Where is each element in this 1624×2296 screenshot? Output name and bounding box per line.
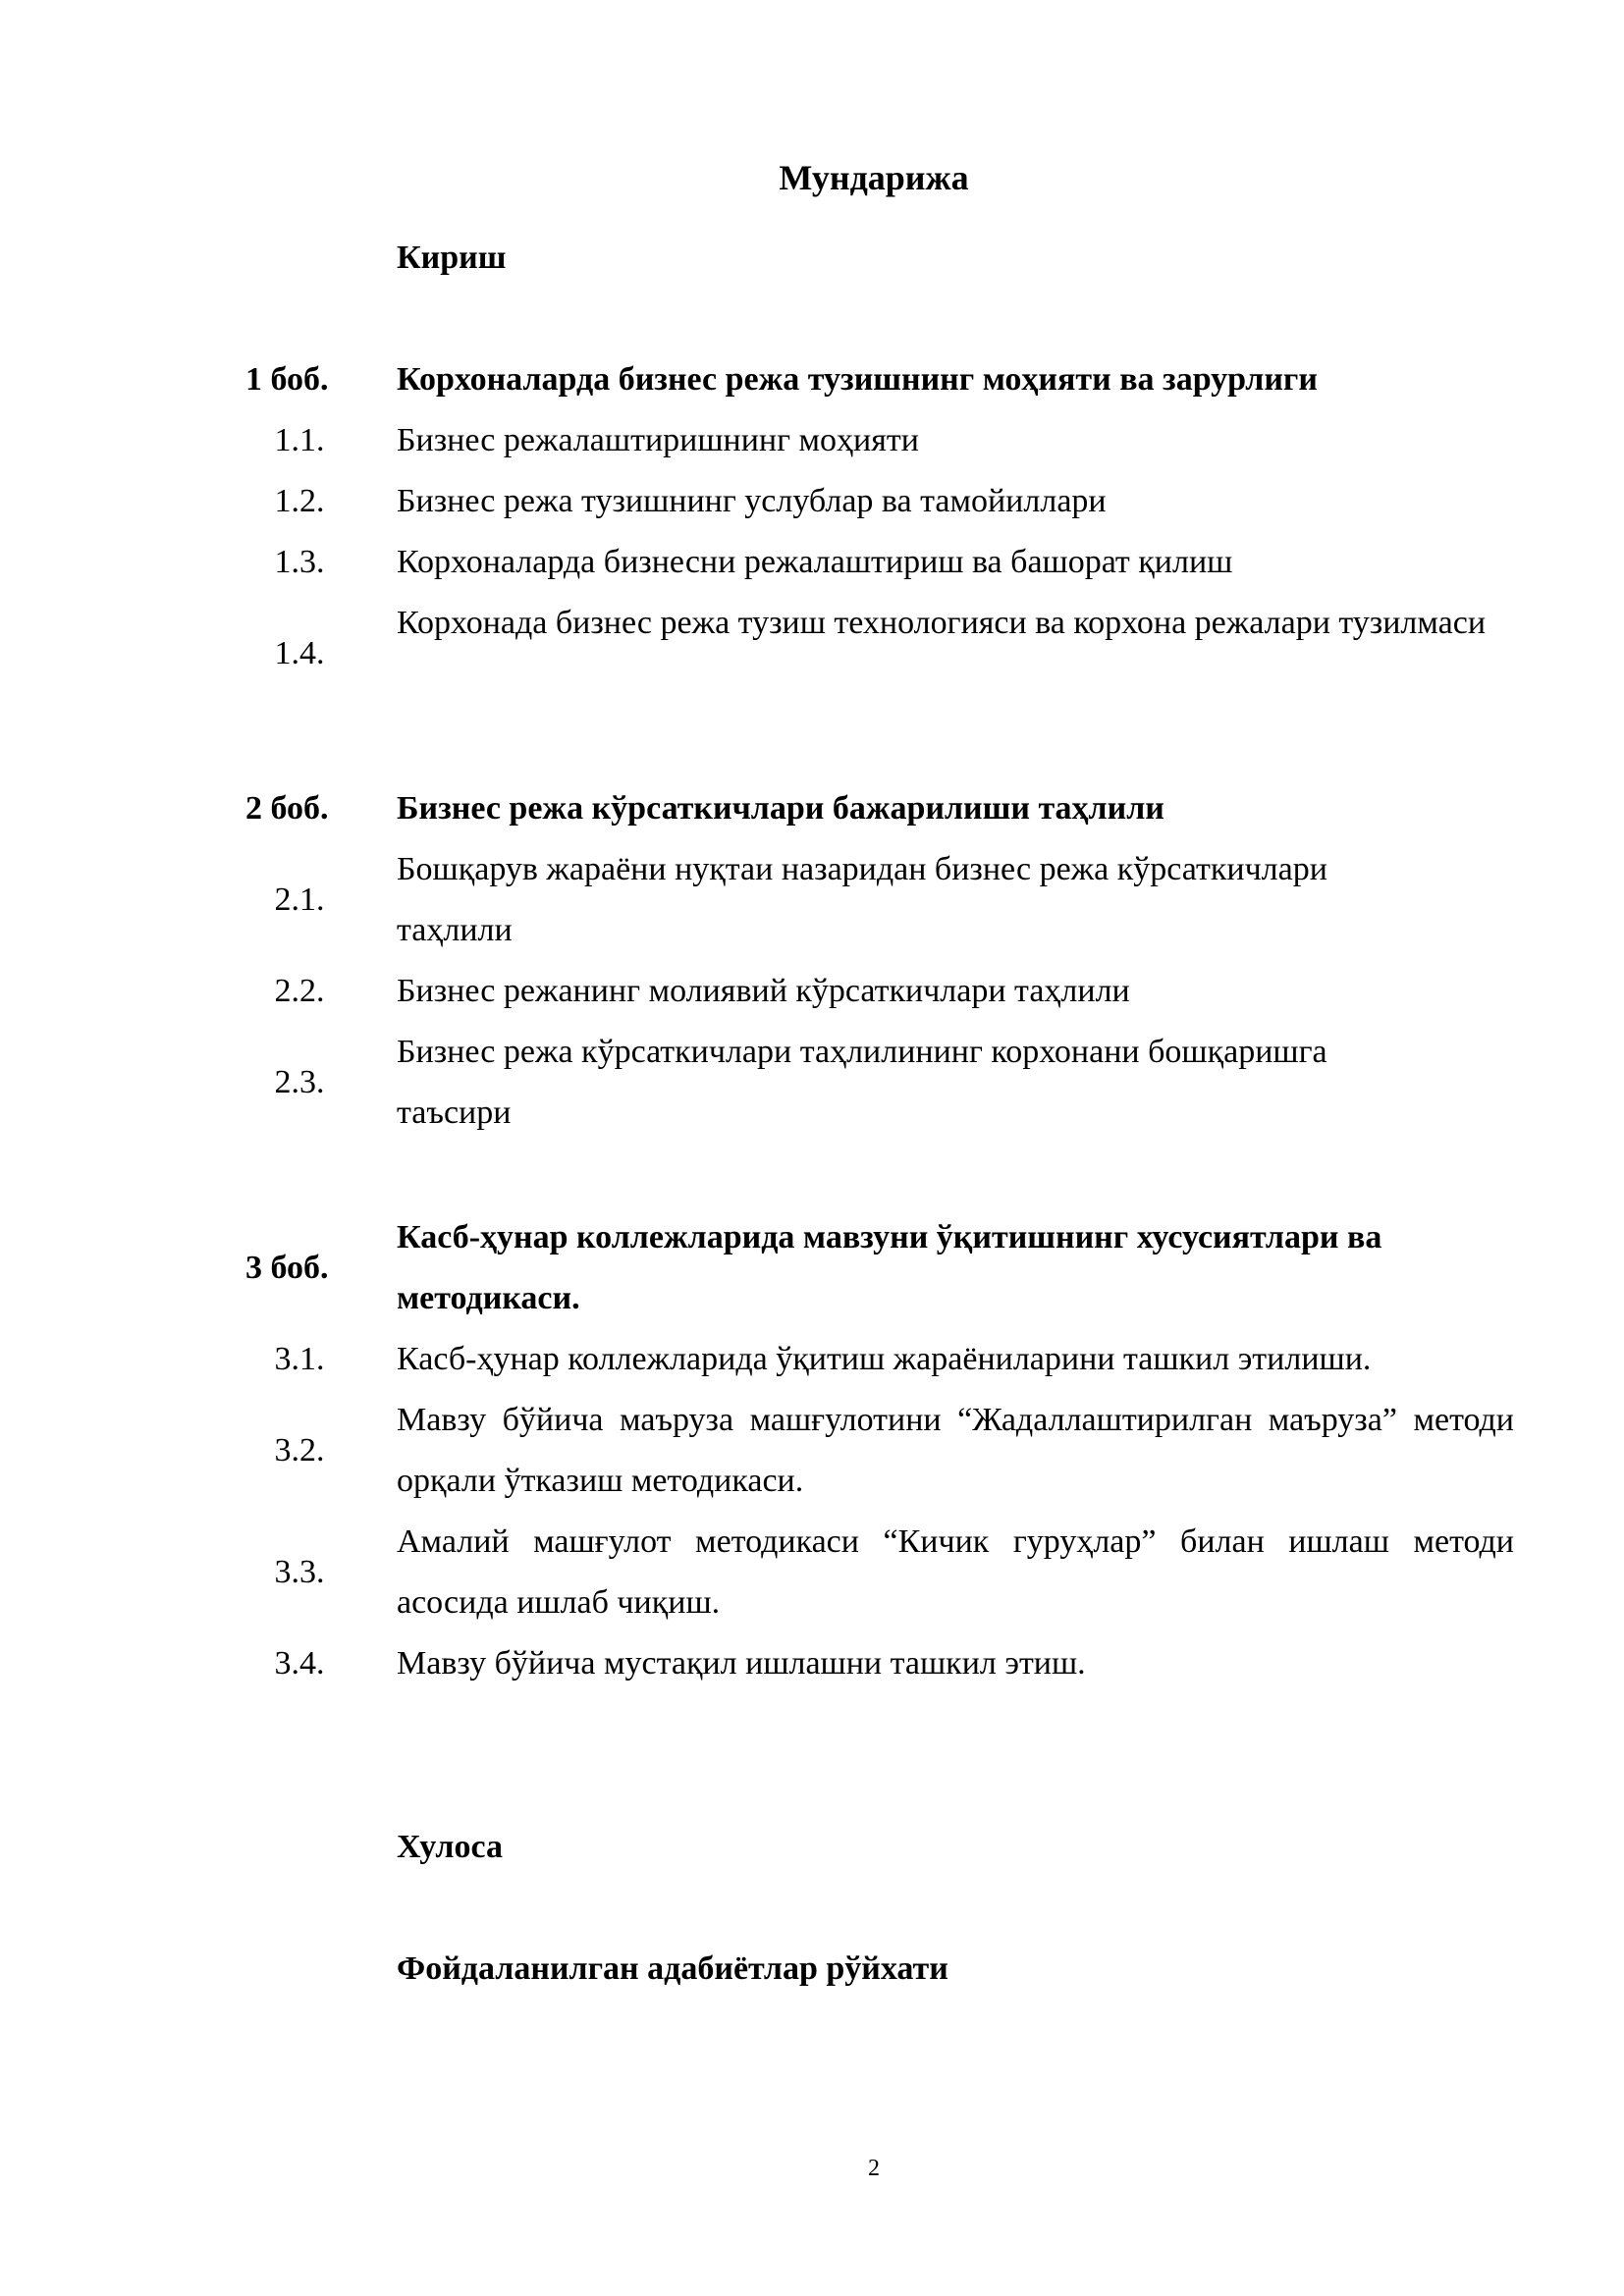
section-title: Бизнес режанинг молиявий кўрсаткичлари таҳлили — [397, 973, 1130, 1009]
chapter-title: Бизнес режа кўрсаткичлари бажарилиши таҳлили — [397, 790, 1164, 827]
section-title: Мавзу бўйича маъруза машғулотини “Жадаллаштирилган маъруза” методи орқали ўтказиш методикаси. — [397, 1402, 1514, 1499]
chapter-title: Корхоналарда бизнес режа тузишнинг моҳияти ва зарурлиги — [397, 361, 1318, 398]
section-title: Бошқарув жараёни нуқтаи назаридан бизнес режа кўрсаткичлари таҳлили — [397, 851, 1327, 948]
toc-title: Мундарижа — [779, 158, 969, 197]
chapter-number: 1 боб. — [245, 361, 329, 398]
section-number: 3.4. — [274, 1645, 325, 1682]
section-title: Амалий машғулот методикаси “Кичик гуруҳлар” билан ишлаш методи асосида ишлаб чиқиш. — [397, 1523, 1514, 1621]
section-title: Бизнес режа кўрсаткичлари таҳлилининг корхонани бошқаришга таъсири — [397, 1034, 1327, 1131]
section-title: Мавзу бўйича мустақил ишлашни ташкил этиш. — [397, 1645, 1086, 1682]
section-number: 2.2. — [274, 973, 325, 1009]
chapter-number: 2 боб. — [245, 790, 329, 827]
section-title: Корхоналарда бизнесни режалаштириш ва башорат қилиш — [397, 544, 1233, 580]
section-number: 3.3. — [274, 1554, 325, 1590]
toc-conclusion: Хулоса — [397, 1829, 503, 1865]
section-number: 2.3. — [274, 1064, 325, 1100]
chapter-number: 3 боб. — [245, 1250, 329, 1286]
section-number: 1.2. — [274, 483, 325, 519]
section-title: Бизнес режа тузишнинг услублар ва тамойиллари — [397, 483, 1107, 519]
section-number: 3.1. — [274, 1341, 325, 1377]
toc-references: Фойдаланилган адабиётлар рўйхати — [397, 1950, 948, 1987]
section-number: 3.2. — [274, 1432, 325, 1468]
section-number: 1.4. — [274, 635, 325, 671]
section-title: Касб-ҳунар коллежларида ўқитиш жараёниларини ташкил этилиши. — [397, 1341, 1372, 1377]
section-number: 2.1. — [274, 881, 325, 918]
section-title: Корхонада бизнес режа тузиш технологияси ва корхона режалари тузилмаси — [397, 605, 1487, 641]
section-title: Бизнес режалаштиришнинг моҳияти — [397, 422, 919, 458]
toc-intro: Кириш — [397, 240, 507, 276]
page-number: 2 — [868, 2156, 880, 2181]
chapter-title: Касб-ҳунар коллежларида мавзуни ўқитишнинг хусусиятлари ва методикаси. — [397, 1219, 1382, 1316]
section-number: 1.1. — [274, 422, 325, 458]
section-number: 1.3. — [274, 544, 325, 580]
